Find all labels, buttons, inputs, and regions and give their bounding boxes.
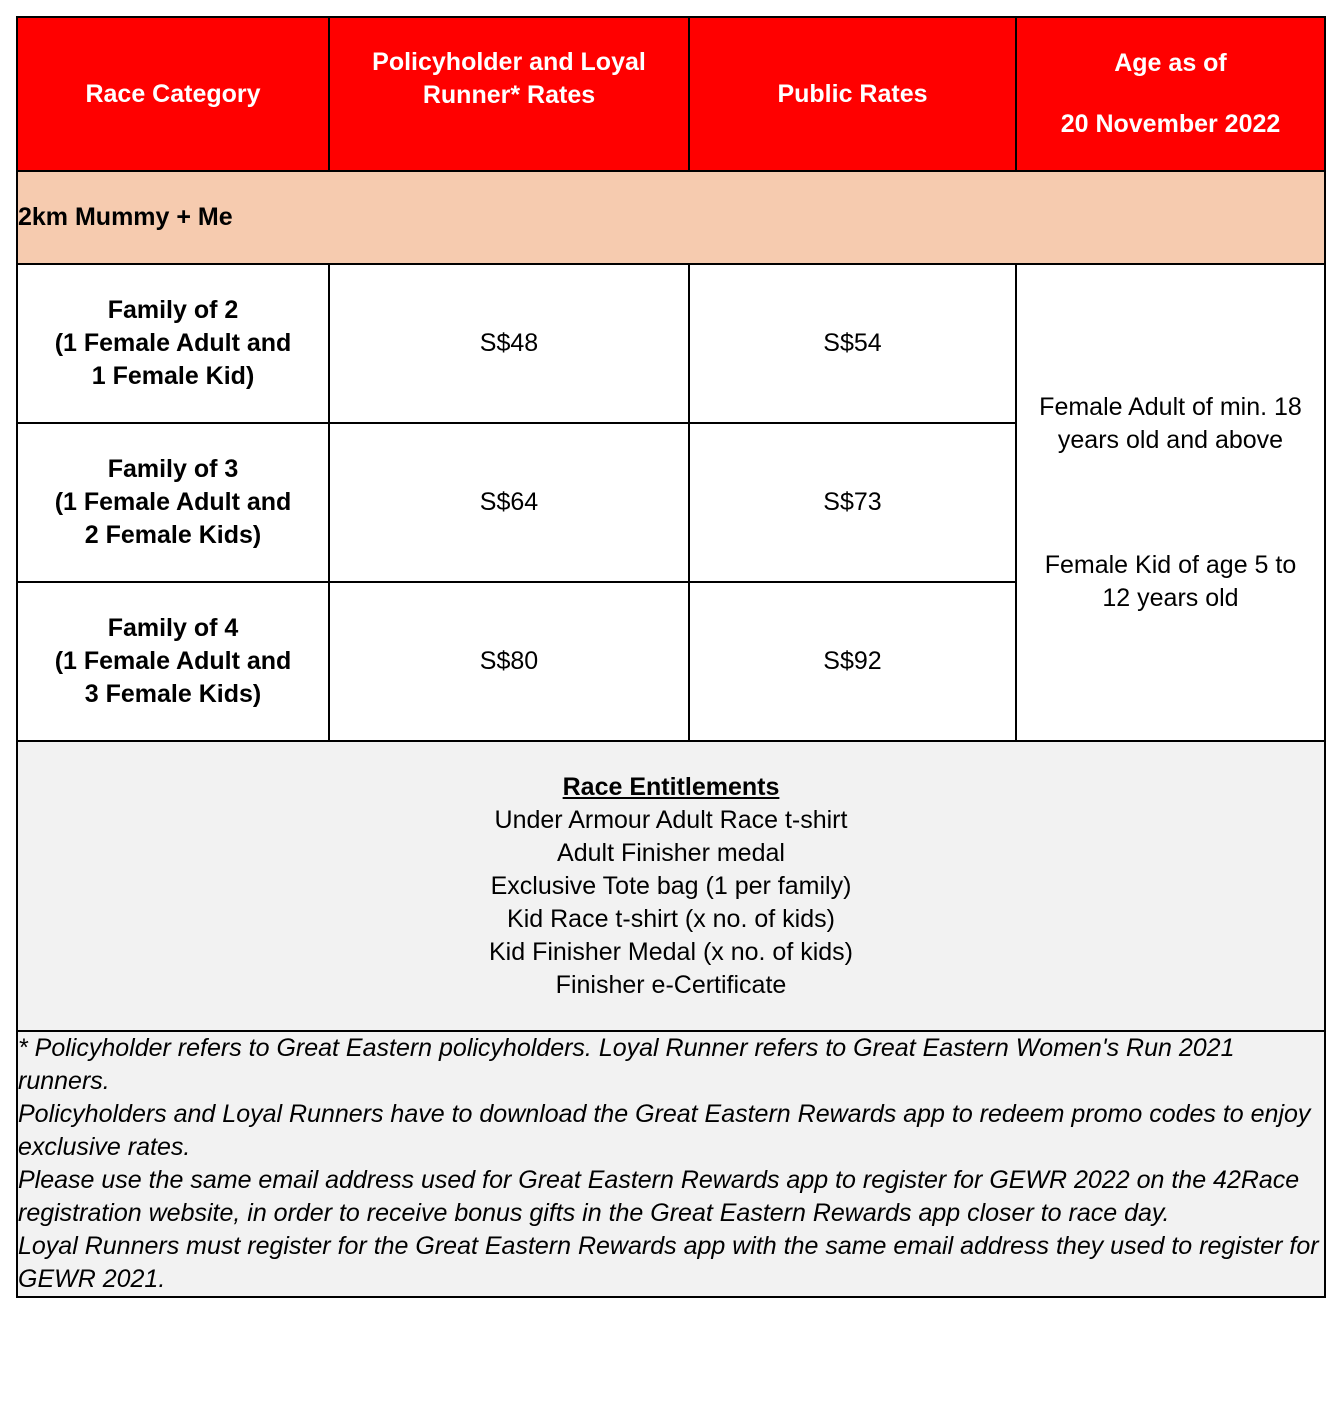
policyholder-rate: S$64 — [329, 423, 689, 582]
category-detail: (1 Female Adult and — [54, 329, 292, 357]
public-rate: S$92 — [689, 582, 1016, 741]
section-row — [17, 171, 1325, 264]
notes-cell — [17, 1031, 1325, 1297]
category-detail: (1 Female Adult and — [54, 488, 292, 516]
entitlement-item: Under Armour Adult Race t-shirt — [494, 805, 848, 834]
entitlement-item: Finisher e-Certificate — [555, 970, 787, 999]
header-public-rates: Public Rates — [689, 17, 1016, 171]
category-name: Family of 4 — [107, 614, 239, 642]
section-title: 2km Mummy + Me — [17, 171, 1325, 264]
category-cell — [17, 423, 329, 582]
public-rate: S$73 — [689, 423, 1016, 582]
age-kid-line2: 12 years old — [1102, 583, 1239, 612]
entitlements-title: Race Entitlements — [562, 772, 780, 801]
age-kid-line1: Female Kid of age 5 to — [1044, 550, 1297, 579]
entitlement-item: Adult Finisher medal — [557, 838, 785, 867]
age-adult-line1: Female Adult of min. 18 — [1039, 392, 1302, 421]
notes-row — [17, 1031, 1325, 1297]
race-rates-table — [16, 16, 1326, 1298]
note-line: Please use the same email address used for Great Eastern Rewards app to register for GEWR 2022 on the 42Race registration website, in order to receive bonus gifts in the Great Eastern Rewards app closer to race day. — [18, 1166, 1300, 1227]
table-row — [17, 264, 1325, 423]
category-detail: (1 Female Adult and — [54, 647, 292, 675]
entitlement-item: Kid Finisher Medal (x no. of kids) — [488, 937, 854, 966]
header-age-line2: 20 November 2022 — [1060, 110, 1281, 138]
category-detail: 2 Female Kids) — [84, 521, 262, 549]
category-cell — [17, 582, 329, 741]
policyholder-rate: S$48 — [329, 264, 689, 423]
age-adult-line2: years old and above — [1057, 425, 1284, 454]
header-policyholder-rates: Policyholder and Loyal Runner* Rates — [329, 17, 689, 171]
entitlement-item: Exclusive Tote bag (1 per family) — [490, 871, 852, 900]
entitlement-item: Kid Race t-shirt (x no. of kids) — [507, 904, 835, 933]
category-name: Family of 2 — [107, 296, 239, 324]
note-line: Loyal Runners must register for the Great Eastern Rewards app with the same email address they used to register for GEWR 2021. — [18, 1232, 1319, 1293]
header-race-category: Race Category — [17, 17, 329, 171]
category-detail: 1 Female Kid) — [91, 362, 255, 390]
entitlements-row — [17, 741, 1325, 1031]
category-name: Family of 3 — [107, 455, 239, 483]
header-age — [1016, 17, 1325, 171]
entitlements-cell — [17, 741, 1325, 1031]
note-line: Policyholders and Loyal Runners have to download the Great Eastern Rewards app to redeem promo codes to enjoy exclusive rates. — [18, 1100, 1311, 1161]
note-line: * Policyholder refers to Great Eastern policyholders. Loyal Runner refers to Great Eastern Women's Run 2021 runners. — [18, 1034, 1235, 1095]
age-requirements — [1016, 264, 1325, 741]
category-detail: 3 Female Kids) — [84, 680, 262, 708]
table-header-row — [17, 17, 1325, 171]
public-rate: S$54 — [689, 264, 1016, 423]
header-age-line1: Age as of — [1114, 49, 1227, 77]
policyholder-rate: S$80 — [329, 582, 689, 741]
category-cell — [17, 264, 329, 423]
